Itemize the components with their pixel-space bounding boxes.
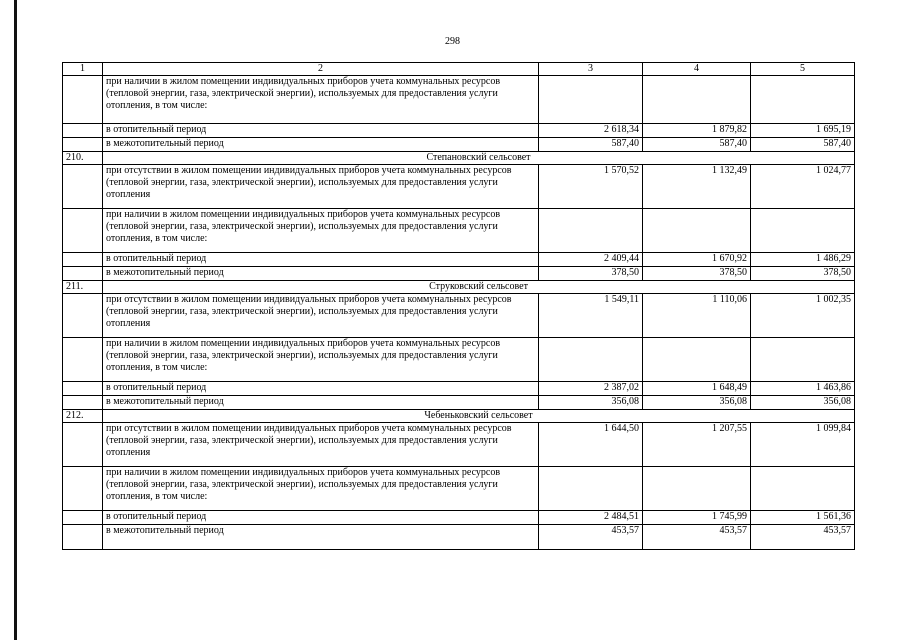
table-row (63, 423, 855, 467)
row-description: в отопительный период (103, 253, 539, 267)
value-col-3: 2 618,34 (539, 124, 643, 138)
value-col-3: 2 409,44 (539, 253, 643, 267)
row-number-cell (63, 338, 103, 382)
value-col-4: 1 670,92 (643, 253, 751, 267)
table-row (63, 209, 855, 253)
value-col-5 (751, 76, 855, 124)
section-row (63, 281, 855, 294)
value-col-4 (643, 76, 751, 124)
row-description: при отсутствии в жилом помещении индивидуальных приборов учета коммунальных ресурсов (тепловой энергии, газа, электрической энергии), используемых для предоставления услуги отопления (103, 423, 539, 467)
value-col-4: 1 207,55 (643, 423, 751, 467)
row-description: в отопительный период (103, 511, 539, 525)
section-row (63, 152, 855, 165)
table-row (63, 165, 855, 209)
value-col-5: 1 561,36 (751, 511, 855, 525)
value-col-4: 1 132,49 (643, 165, 751, 209)
row-description: в межотопительный период (103, 267, 539, 281)
row-number-cell (63, 209, 103, 253)
section-number: 211. (63, 281, 103, 294)
value-col-3 (539, 338, 643, 382)
section-name: Степановский сельсовет (103, 152, 855, 165)
section-number: 212. (63, 410, 103, 423)
row-number-cell (63, 267, 103, 281)
value-col-3: 2 387,02 (539, 382, 643, 396)
row-number-cell (63, 467, 103, 511)
value-col-4: 378,50 (643, 267, 751, 281)
row-number-cell (63, 525, 103, 550)
value-col-4: 1 879,82 (643, 124, 751, 138)
row-number-cell (63, 382, 103, 396)
col-header-3: 3 (539, 63, 643, 76)
value-col-4: 453,57 (643, 525, 751, 550)
row-description: при наличии в жилом помещении индивидуальных приборов учета коммунальных ресурсов (тепловой энергии, газа, электрической энергии), используемых для предоставления услуги отопления, в том числе: (103, 467, 539, 511)
section-number: 210. (63, 152, 103, 165)
value-col-3: 356,08 (539, 396, 643, 410)
row-number-cell (63, 138, 103, 152)
row-description: при отсутствии в жилом помещении индивидуальных приборов учета коммунальных ресурсов (тепловой энергии, газа, электрической энергии), используемых для предоставления услуги отопления (103, 165, 539, 209)
row-number-cell (63, 253, 103, 267)
row-description: в межотопительный период (103, 396, 539, 410)
value-col-3 (539, 76, 643, 124)
row-description: при отсутствии в жилом помещении индивидуальных приборов учета коммунальных ресурсов (тепловой энергии, газа, электрической энергии), используемых для предоставления услуги отопления (103, 294, 539, 338)
value-col-5 (751, 209, 855, 253)
row-number-cell (63, 165, 103, 209)
value-col-5: 1 695,19 (751, 124, 855, 138)
row-description: в межотопительный период (103, 138, 539, 152)
value-col-5: 1 099,84 (751, 423, 855, 467)
row-number-cell (63, 124, 103, 138)
table-row (63, 396, 855, 410)
section-name: Чебеньковский сельсовет (103, 410, 855, 423)
table-row (63, 511, 855, 525)
value-col-3: 1 644,50 (539, 423, 643, 467)
value-col-5: 356,08 (751, 396, 855, 410)
row-description: в отопительный период (103, 124, 539, 138)
page-number: 298 (445, 36, 460, 47)
section-row (63, 410, 855, 423)
value-col-5: 1 486,29 (751, 253, 855, 267)
table-row (63, 382, 855, 396)
value-col-4 (643, 467, 751, 511)
value-col-3: 2 484,51 (539, 511, 643, 525)
table-row (63, 525, 855, 550)
value-col-4 (643, 338, 751, 382)
row-number-cell (63, 511, 103, 525)
value-col-5: 1 463,86 (751, 382, 855, 396)
value-col-4 (643, 209, 751, 253)
table-row (63, 267, 855, 281)
row-description: при наличии в жилом помещении индивидуальных приборов учета коммунальных ресурсов (тепловой энергии, газа, электрической энергии), используемых для предоставления услуги отопления, в том числе: (103, 76, 539, 124)
table-row (63, 76, 855, 124)
col-header-5: 5 (751, 63, 855, 76)
row-description: при наличии в жилом помещении индивидуальных приборов учета коммунальных ресурсов (тепловой энергии, газа, электрической энергии), используемых для предоставления услуги отопления, в том числе: (103, 209, 539, 253)
value-col-5 (751, 338, 855, 382)
value-col-4: 1 648,49 (643, 382, 751, 396)
row-number-cell (63, 76, 103, 124)
value-col-4: 1 745,99 (643, 511, 751, 525)
table-row (63, 338, 855, 382)
value-col-5 (751, 467, 855, 511)
row-number-cell (63, 294, 103, 338)
col-header-2: 2 (103, 63, 539, 76)
value-col-3 (539, 467, 643, 511)
value-col-3: 587,40 (539, 138, 643, 152)
row-description: в отопительный период (103, 382, 539, 396)
row-description: при наличии в жилом помещении индивидуальных приборов учета коммунальных ресурсов (тепловой энергии, газа, электрической энергии), используемых для предоставления услуги отопления, в том числе: (103, 338, 539, 382)
value-col-5: 1 002,35 (751, 294, 855, 338)
table-row (63, 467, 855, 511)
value-col-4: 587,40 (643, 138, 751, 152)
value-col-3: 1 549,11 (539, 294, 643, 338)
table-header-row (63, 63, 855, 76)
value-col-4: 1 110,06 (643, 294, 751, 338)
col-header-1: 1 (63, 63, 103, 76)
value-col-5: 453,57 (751, 525, 855, 550)
tariff-table (62, 62, 855, 550)
row-description: в межотопительный период (103, 525, 539, 550)
row-number-cell (63, 396, 103, 410)
value-col-3: 1 570,52 (539, 165, 643, 209)
table-row (63, 253, 855, 267)
col-header-4: 4 (643, 63, 751, 76)
value-col-3: 453,57 (539, 525, 643, 550)
value-col-3: 378,50 (539, 267, 643, 281)
value-col-5: 1 024,77 (751, 165, 855, 209)
table-row (63, 124, 855, 138)
table-row (63, 138, 855, 152)
table-row (63, 294, 855, 338)
value-col-3 (539, 209, 643, 253)
value-col-4: 356,08 (643, 396, 751, 410)
scan-edge-line (14, 0, 17, 640)
value-col-5: 378,50 (751, 267, 855, 281)
section-name: Струковский сельсовет (103, 281, 855, 294)
row-number-cell (63, 423, 103, 467)
value-col-5: 587,40 (751, 138, 855, 152)
